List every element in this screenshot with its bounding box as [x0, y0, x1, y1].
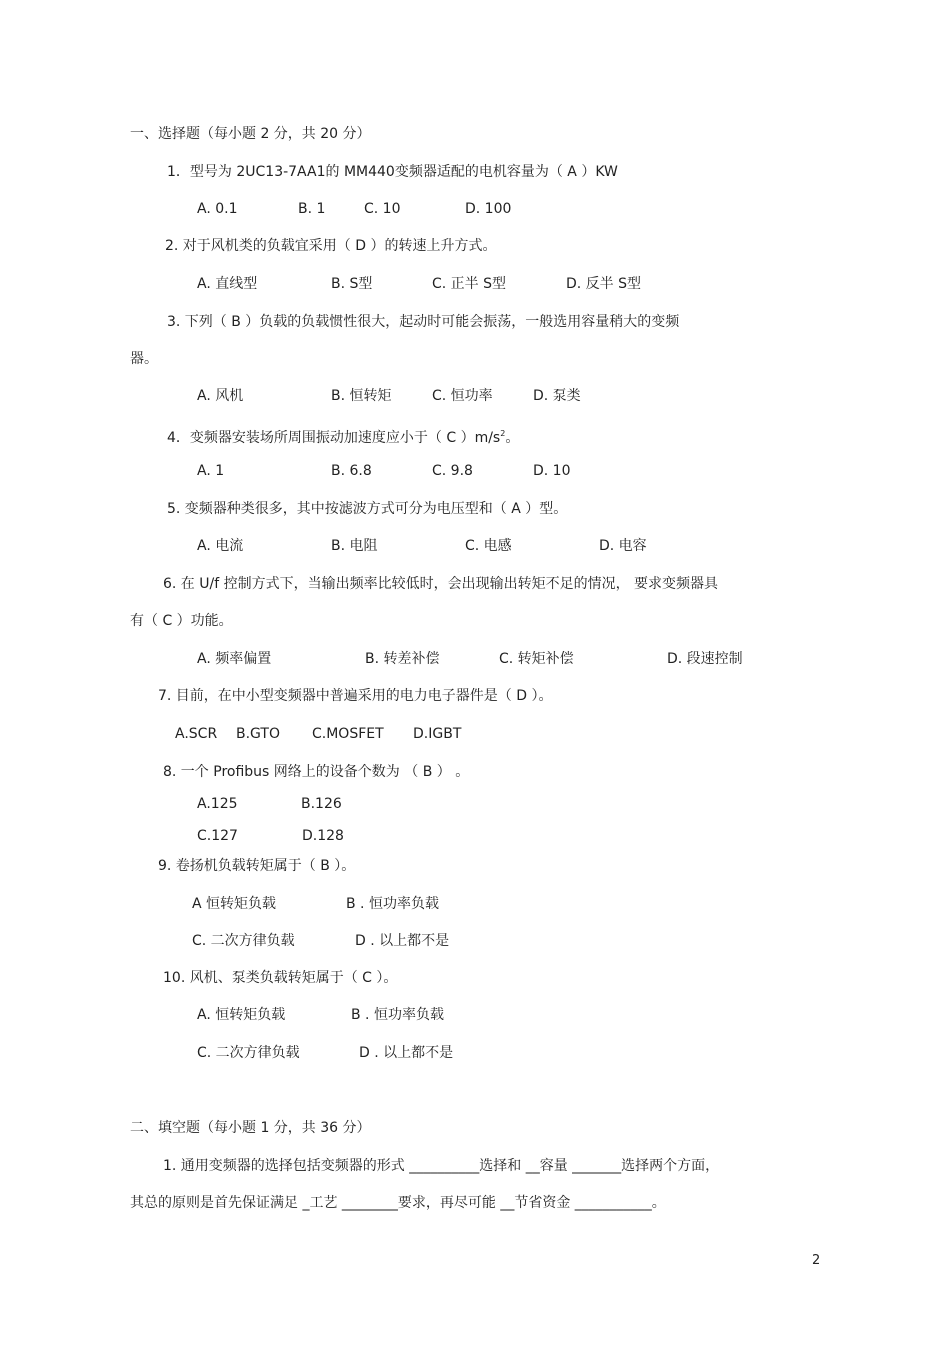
q1-option-d: D. 100	[465, 201, 512, 217]
q3-option-d: D. 泵类	[533, 388, 581, 404]
q9-option-c: C. 二次方律负载	[192, 933, 295, 949]
q8-option-a: A.125	[197, 796, 238, 812]
q6-option-d: D. 段速控制	[667, 651, 743, 667]
q10-option-a: A. 恒转矩负载	[197, 1007, 286, 1023]
q5-option-c: C. 电感	[465, 538, 512, 554]
fill-question-1: 1. 通用变频器的选择包括变频器的形式 __________选择和 __容量 _______选择两个方面，	[163, 1158, 720, 1174]
q10-option-c: C. 二次方律负载	[197, 1045, 300, 1061]
q10-option-d: D . 以上都不是	[359, 1045, 454, 1061]
q4-option-d: D. 10	[533, 463, 571, 479]
question-6-continued: 有（ C ）功能。	[130, 613, 233, 629]
question-6: 6. 在 U/f 控制方式下，当输出频率比较低时，会出现输出转矩不足的情况， 要求变频器具	[163, 576, 719, 592]
q8-option-d: D.128	[302, 828, 344, 844]
q8-option-b: B.126	[301, 796, 342, 812]
q2-option-c: C. 正半 S型	[432, 276, 507, 292]
q4-option-c: C. 9.8	[432, 463, 473, 479]
q2-option-b: B. S型	[331, 276, 373, 292]
q5-option-b: B. 电阻	[331, 538, 378, 554]
question-5: 5. 变频器种类很多，其中按滤波方式可分为电压型和（ A ）型。	[167, 501, 568, 517]
q6-option-a: A. 频率偏置	[197, 651, 272, 667]
question-10: 10. 风机、泵类负载转矩属于（ C ）。	[163, 970, 398, 986]
question-4-end: 。	[505, 430, 520, 446]
question-2: 2. 对于风机类的负载宜采用（ D ）的转速上升方式。	[165, 238, 497, 254]
q7-option-a: A.SCR	[175, 726, 218, 742]
q5-option-d: D. 电容	[599, 538, 647, 554]
q1-option-b: B. 1	[298, 201, 326, 217]
q5-option-a: A. 电流	[197, 538, 244, 554]
question-7: 7. 目前，在中小型变频器中普遍采用的电力电子器件是（ D ）。	[158, 688, 553, 704]
fill-question-1-continued: 其总的原则是首先保证满足 _工艺 ________要求，再尽可能 __节省资金 ___________。	[130, 1195, 666, 1211]
question-9: 9. 卷扬机负载转矩属于（ B ）。	[158, 858, 356, 874]
q9-option-b: B . 恒功率负载	[346, 896, 439, 912]
question-4	[167, 425, 519, 447]
question-3-continued: 器。	[130, 351, 158, 367]
q3-option-b: B. 恒转矩	[331, 388, 392, 404]
question-4-exponent: 2	[500, 429, 506, 438]
q1-option-a: A. 0.1	[197, 201, 238, 217]
q2-option-a: A. 直线型	[197, 276, 258, 292]
page-number: 2	[812, 1253, 821, 1268]
q1-option-c: C. 10	[364, 201, 401, 217]
q3-option-c: C. 恒功率	[432, 388, 493, 404]
q7-option-d: D.IGBT	[413, 726, 462, 742]
question-3: 3. 下列（ B ）负载的负载惯性很大，起动时可能会振荡，一般选用容量稍大的变频	[167, 314, 680, 330]
q9-option-a: A 恒转矩负载	[192, 896, 277, 912]
q9-option-d: D . 以上都不是	[355, 933, 450, 949]
q6-option-c: C. 转矩补偿	[499, 651, 574, 667]
q8-option-c: C.127	[197, 828, 238, 844]
q2-option-d: D. 反半 S型	[566, 276, 642, 292]
section2-heading: 二、填空题（每小题 1 分，共 36 分）	[130, 1120, 371, 1136]
question-1: 1．型号为 2UC13-7AA1的 MM440变频器适配的电机容量为（ A ）KW	[167, 164, 618, 180]
question-4-text: 4．变频器安装场所周围振动加速度应小于（ C ）m/s	[167, 430, 501, 446]
q7-option-c: C.MOSFET	[312, 726, 384, 742]
section1-heading: 一、选择题（每小题 2 分，共 20 分）	[130, 126, 371, 142]
q10-option-b: B . 恒功率负载	[351, 1007, 444, 1023]
q4-option-a: A. 1	[197, 463, 225, 479]
question-8: 8. 一个 Profibus 网络上的设备个数为 （ B ） 。	[163, 764, 470, 780]
q3-option-a: A. 风机	[197, 388, 244, 404]
q4-option-b: B. 6.8	[331, 463, 372, 479]
q6-option-b: B. 转差补偿	[365, 651, 440, 667]
q7-option-b: B.GTO	[236, 726, 280, 742]
